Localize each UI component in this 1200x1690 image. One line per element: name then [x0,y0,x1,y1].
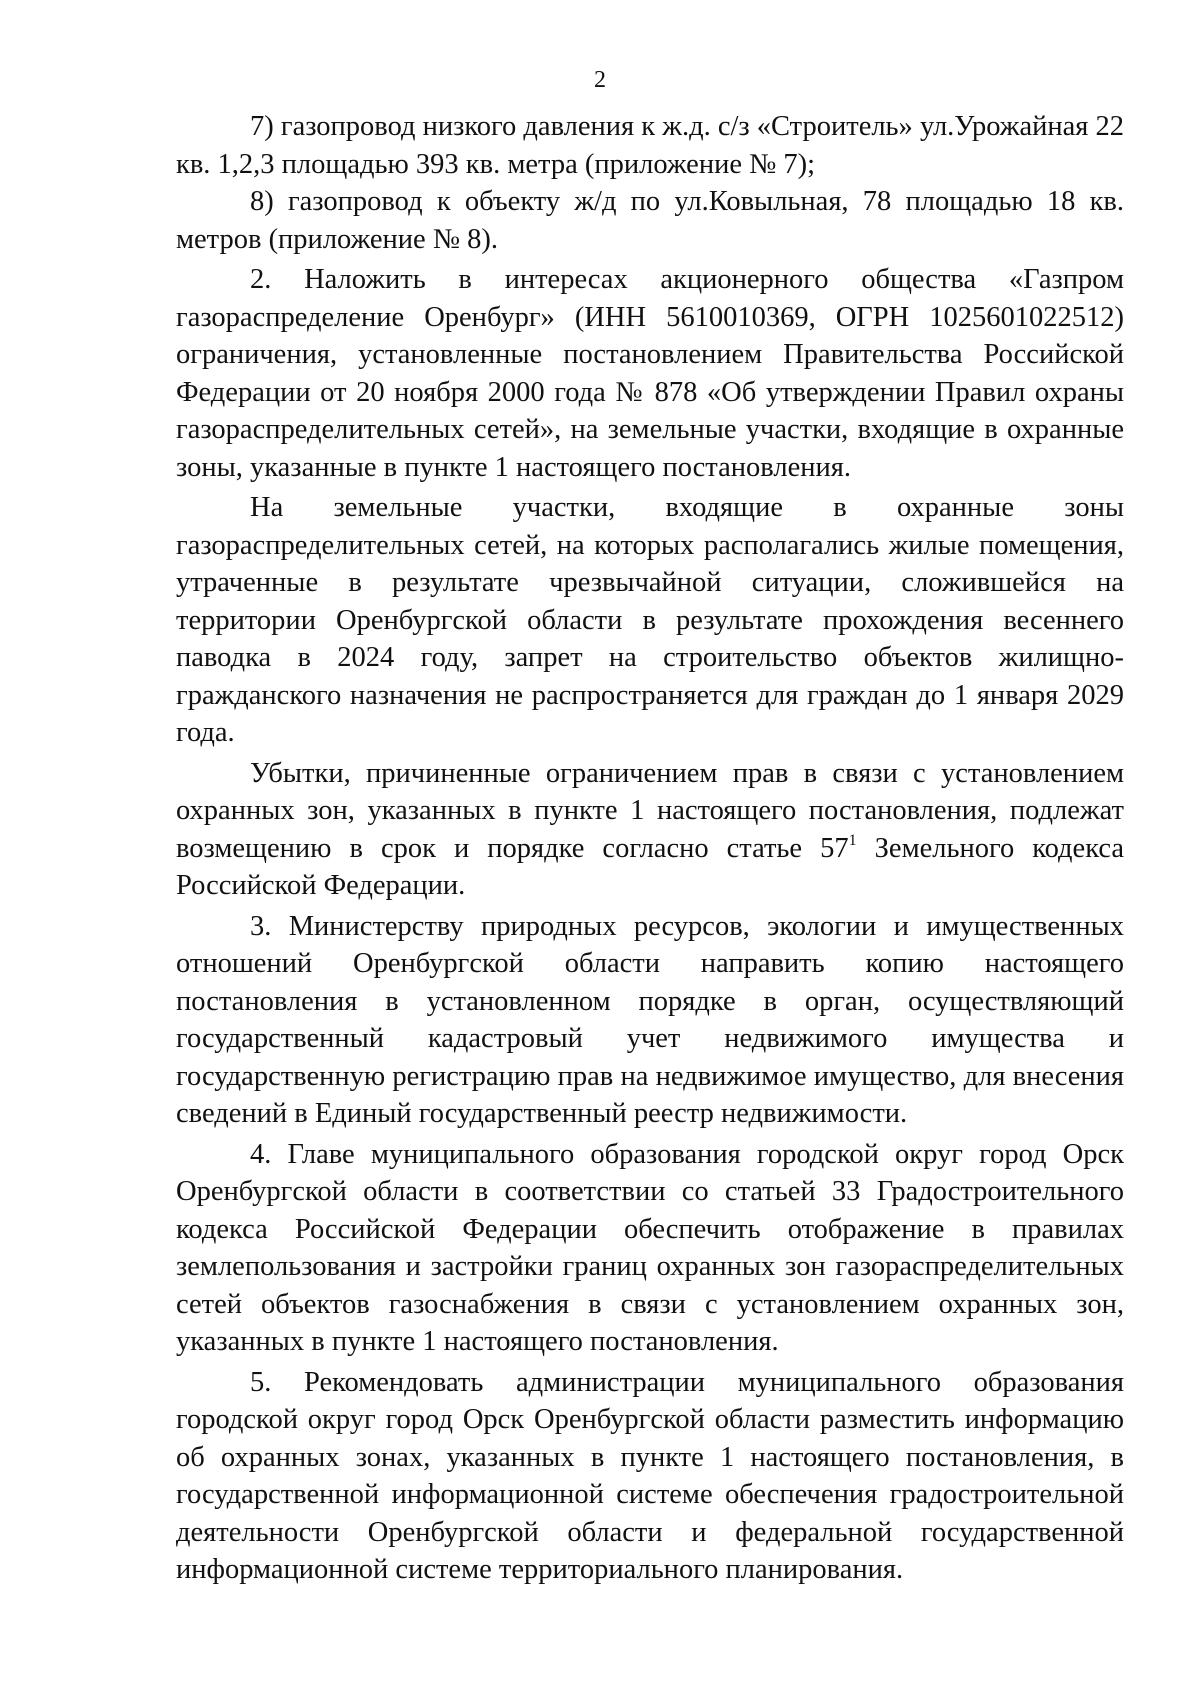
document-body [176,108,1124,1589]
paragraph-clause-2: 2. Наложить в интересах акционерного общества «Газпром газораспределение Оренбург» (ИНН 5610010369, ОГРН 1025601022512) ограничения, установленные постановлением Правительства Российской Федерации от 20 ноября 2000 года № 878 «Об утверждении Правил охраны газораспределительных сетей», на земельные участки, входящие в охранные зоны, указанные в пункте 1 настоящего постановления. [176,264,1124,483]
paragraph-clause-4: 4. Главе муниципального образования городской округ город Орск Оренбургской области в соответствии со статьей 33 Градостроительного кодекса Российской Федерации обеспечить отображение в правилах землепользования и застройки границ охранных зон газораспределительных сетей объектов газоснабжения в связи с установлением охранных зон, указанных в пункте 1 настоящего постановления. [176,1138,1124,1357]
page-number: 2 [594,67,606,93]
paragraph-losses-text-end: Земельного кодекса Российской Федерации. [176,832,1124,901]
paragraph-item-7: 7) газопровод низкого давления к ж.д. с/з «Строитель» ул.Урожайная 22 кв. 1,2,3 площадью 393 кв. метра (приложение № 7); [176,111,1124,180]
paragraph-clause-5: 5. Рекомендовать администрации муниципального образования городской округ город Орск Оренбургской области разместить информацию об охранных зонах, указанных в пункте 1 настоящего постановления, в государственной информационной системе обеспечения градостроительной деятельности Оренбургской области и федеральной государственной информационной системе территориального планирования. [176,1366,1124,1585]
paragraph-item-8: 8) газопровод к объекту ж/д по ул.Ковыльная, 78 площадью 18 кв. метров (приложение № 8). [176,186,1124,255]
paragraph-losses [176,755,1124,905]
paragraph-losses-text: Убытки, причиненные ограничением прав в связи с установлением охранных зон, указанных в пункте 1 настоящего постановления, подлежат возмещению в срок и порядке согласно статье 57 [176,757,1124,864]
paragraph-building-restriction: На земельные участки, входящие в охранные зоны газораспределительных сетей, на которых располагались жилые помещения, утраченные в результате чрезвычайной ситуации, сложившейся на территории Оренбургской области в результате прохождения весеннего паводка в 2024 году, запрет на строительство объектов жилищно-гражданского назначения не распространяется для граждан до 1 января 2029 года. [176,492,1124,748]
article-superscript: 1 [848,831,857,849]
paragraph-clause-3: 3. Министерству природных ресурсов, экологии и имущественных отношений Оренбургской области направить копию настоящего постановления в установленном порядке в орган, осуществляющий государственный кадастровый учет недвижимого имущества и государственную регистрацию прав на недвижимое имущество, для внесения сведений в Единый государственный реестр недвижимости. [176,910,1124,1129]
